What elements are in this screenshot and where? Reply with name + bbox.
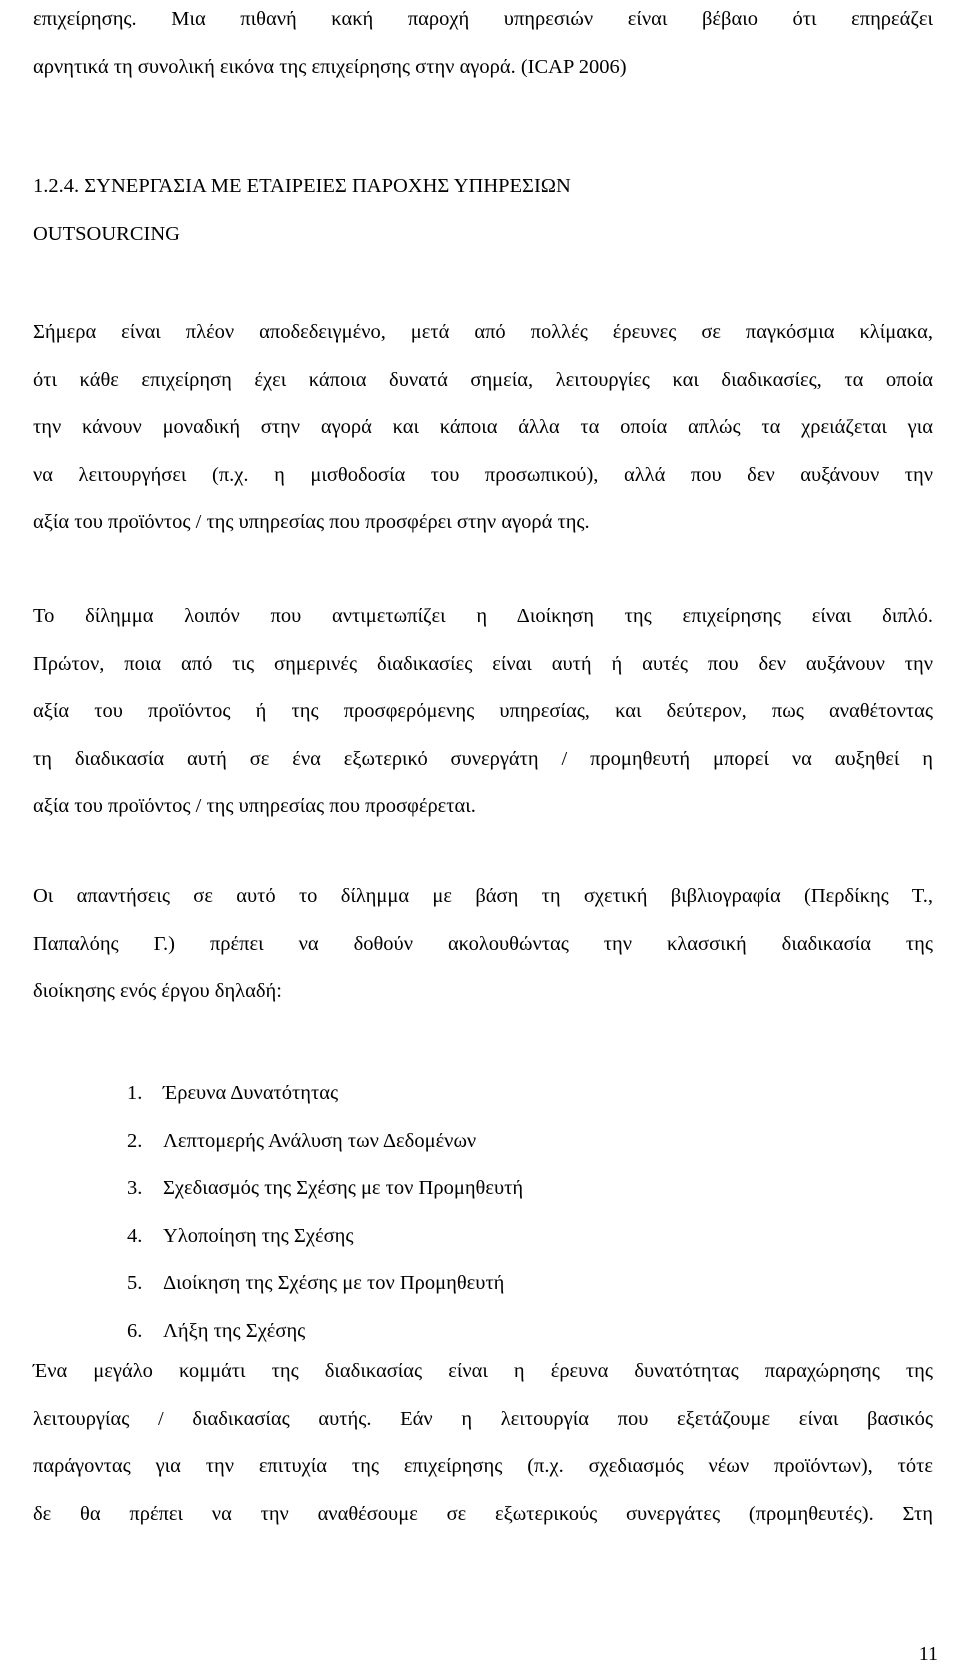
text-line: αξία του προϊόντος / της υπηρεσίας που προσφέρει στην αγορά της.	[33, 511, 590, 533]
list-item-text: Έρευνα Δυνατότητας	[163, 1082, 339, 1104]
text-line: αξία του προϊόντος / της υπηρεσίας που προσφέρεται.	[33, 795, 476, 817]
text-line: δε θα πρέπει να την αναθέσουμε σε εξωτερικούς συνεργάτες (προμηθευτές). Στη	[33, 1502, 933, 1525]
text-line: Οι απαντήσεις σε αυτό το δίλημμα με βάση τη σχετική βιβλιογραφία (Περδίκης Τ.,	[33, 885, 933, 907]
text-line: Το δίλημμα λοιπόν που αντιμετωπίζει η Διοίκηση της επιχείρησης είναι διπλό.	[33, 605, 933, 627]
text-line: να λειτουργήσει (π.χ. η μισθοδοσία του προσωπικού), αλλά που δεν αυξάνουν την	[33, 463, 933, 486]
paragraph-continuation	[33, 0, 933, 91]
paragraph	[33, 309, 933, 547]
list-item-text: Υλοποίηση της Σχέσης	[163, 1224, 354, 1247]
text-line: επιχείρησης. Μια πιθανή κακή παροχή υπηρεσιών είναι βέβαιο ότι επηρεάζει	[33, 8, 933, 30]
list-item	[127, 1070, 523, 1118]
list-item	[127, 1165, 523, 1213]
paragraph	[33, 593, 933, 831]
page-number: 11	[918, 1643, 938, 1665]
heading-line: 1.2.4. ΣΥΝΕΡΓΑΣΙΑ ΜΕ ΕΤΑΙΡΕΙΕΣ ΠΑΡΟΧΗΣ ΥΠΗΡΕΣΙΩΝ	[33, 175, 571, 197]
list-number: 2.	[127, 1129, 143, 1152]
list-item	[127, 1213, 523, 1261]
text-line: Σήμερα είναι πλέον αποδεδειγμένο, μετά από πολλές έρευνες σε παγκόσμια κλίμακα,	[33, 321, 933, 343]
text-line: παράγοντας για την επιτυχία της επιχείρησης (π.χ. σχεδιασμός νέων προϊόντων), τότε	[33, 1455, 933, 1477]
list-number: 6.	[127, 1319, 143, 1342]
list-item	[127, 1118, 523, 1166]
paragraph	[33, 1348, 933, 1538]
paragraph	[33, 873, 933, 1016]
list-number: 5.	[127, 1272, 143, 1294]
list-item-text: Διοίκηση της Σχέσης με τον Προμηθευτή	[163, 1272, 505, 1294]
text-line: τη διαδικασία αυτή σε ένα εξωτερικό συνεργάτη / προμηθευτή μπορεί να αυξηθεί η	[33, 747, 933, 770]
list-number: 3.	[127, 1177, 143, 1199]
text-line: ότι κάθε επιχείρηση έχει κάποια δυνατά σημεία, λειτουργίες και διαδικασίες, τα οποία	[33, 368, 933, 391]
text-line: διοίκησης ενός έργου δηλαδή:	[33, 980, 282, 1002]
text-line: αρνητικά τη συνολική εικόνα της επιχείρησης στην αγορά. (ICAP 2006)	[33, 55, 627, 78]
text-line: αξία του προϊόντος ή της προσφερόμενης υπηρεσίας, και δεύτερον, πως αναθέτοντας	[33, 700, 933, 722]
heading-line: OUTSOURCING	[33, 223, 180, 245]
list-item	[127, 1260, 523, 1308]
list-number: 4.	[127, 1224, 143, 1247]
list-item-text: Λεπτομερής Ανάλυση των Δεδομένων	[163, 1129, 477, 1152]
list-item-text: Σχεδιασμός της Σχέσης με τον Προμηθευτή	[163, 1177, 524, 1199]
text-line: λειτουργίας / διαδικασίας αυτής. Εάν η λειτουργία που εξετάζουμε είναι βασικός	[33, 1407, 933, 1430]
text-line: Πρώτον, ποια από τις σημερινές διαδικασίες είναι αυτή ή αυτές που δεν αυξάνουν την	[33, 652, 933, 675]
text-line: την κάνουν μοναδική στην αγορά και κάποια άλλα τα οποία απλώς τα χρειάζεται για	[33, 416, 933, 438]
text-line: Παπαλόης Γ.) πρέπει να δοθούν ακολουθώντας την κλασσική διαδικασία της	[33, 932, 933, 955]
numbered-list	[127, 1070, 523, 1355]
list-number: 1.	[127, 1082, 143, 1104]
section-heading	[33, 162, 933, 258]
text-line: Ένα μεγάλο κομμάτι της διαδικασίας είναι η έρευνα δυνατότητας παραχώρησης της	[33, 1360, 933, 1382]
list-item-text: Λήξη της Σχέσης	[163, 1319, 306, 1342]
